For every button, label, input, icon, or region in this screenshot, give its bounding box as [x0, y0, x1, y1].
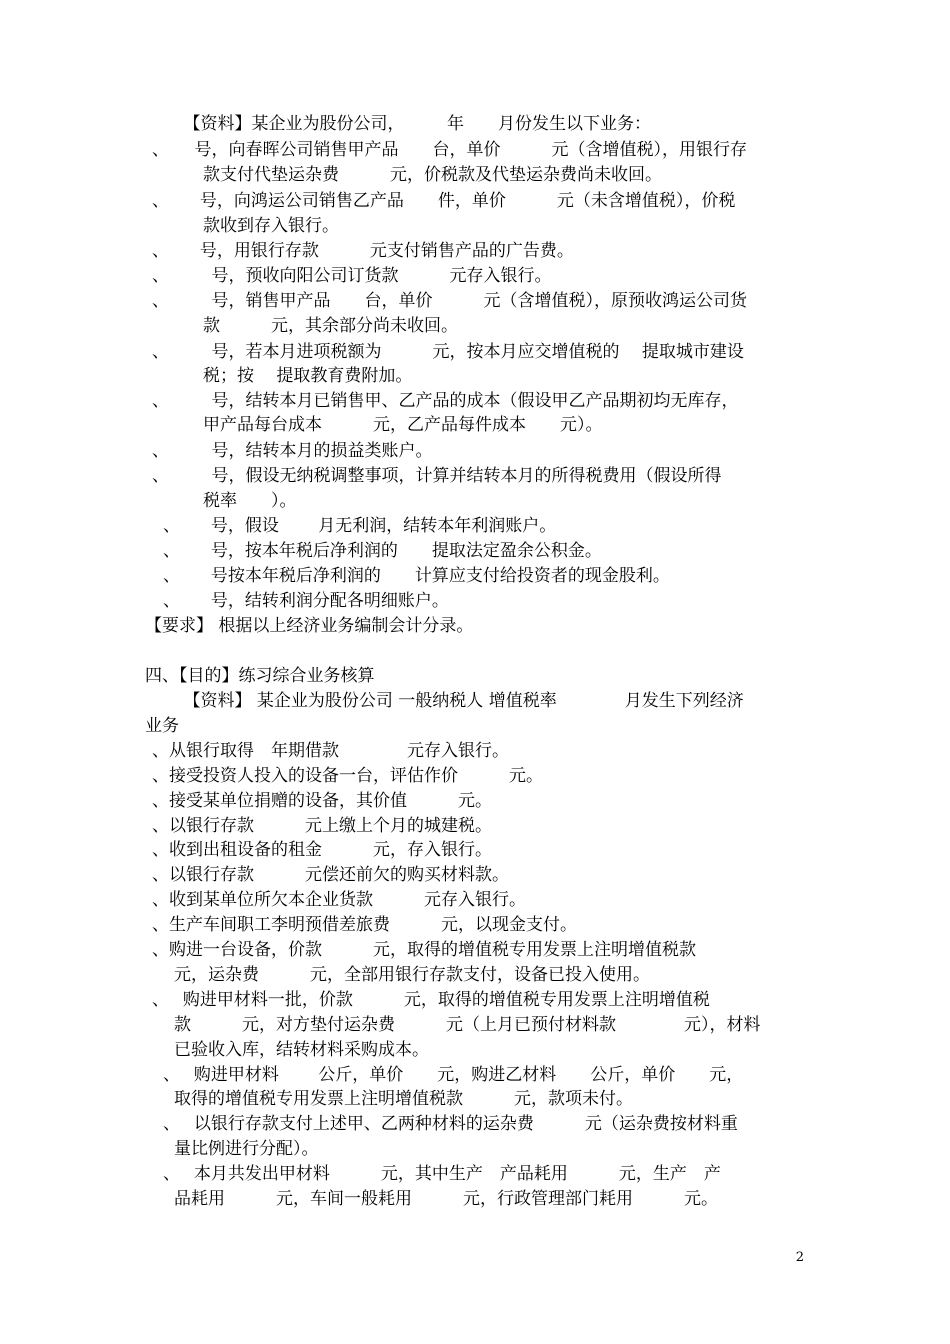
list-item: 、生产车间职工李明预借差旅费 元，以现金支付。: [152, 915, 577, 935]
list-item: 、接受投资人投入的设备一台，评估作价 元。: [152, 766, 543, 786]
list-item: 、接受某单位捐赠的设备，其价值 元。: [152, 791, 492, 811]
list-item: 、 号，用银行存款 元支付销售产品的广告费。: [152, 241, 574, 261]
list-item: 、 号，按本年税后净利润的 提取法定盈余公积金。: [163, 541, 602, 561]
section-title: 四、【目的】练习综合业务核算: [145, 666, 375, 686]
list-item: 、 购进甲材料一批，价款 元，取得的增值税专用发票上注明增值税: [152, 990, 710, 1010]
list-item: 、以银行存款 元上缴上个月的城建税。: [152, 816, 492, 836]
list-item: 、 购进甲材料 公斤，单价 元，购进乙材料 公斤，单价 元，: [163, 1065, 744, 1085]
list-item: 、 号，向春晖公司销售甲产品 台，单价 元（含增值税），用银行存: [152, 140, 747, 160]
list-item: 、 号，结转本月已销售甲、乙产品的成本（假设甲乙产品期初均无库存，: [152, 391, 739, 411]
material-heading: 【资料】 某企业为股份公司 一般纳税人 增值税率 月发生下列经济: [175, 691, 744, 711]
list-item-continuation: 品耗用 元，车间一般耗用 元，行政管理部门耗用 元。: [174, 1189, 718, 1209]
list-item-continuation: 甲产品每台成本 元，乙产品每件成本 元）。: [203, 415, 603, 435]
list-item: 、 号，销售甲产品 台，单价 元（含增值税），原预收鸿运公司货: [152, 291, 747, 311]
list-item-continuation: 税；按 提取教育费附加。: [203, 366, 413, 386]
list-item: 、从银行取得 年期借款 元存入银行。: [152, 741, 509, 761]
list-item: 、收到出租设备的租金 元，存入银行。: [152, 840, 492, 860]
page-number: 2: [795, 1250, 804, 1265]
list-item: 、以银行存款 元偿还前欠的购买材料款。: [152, 865, 509, 885]
material-continuation: 业务: [145, 716, 179, 736]
list-item: 、收到某单位所欠本企业货款 元存入银行。: [152, 890, 526, 910]
list-item-continuation: 税率 ）。: [203, 491, 297, 511]
list-item: 、 本月共发出甲材料 元，其中生产 产品耗用 元，生产 产: [163, 1164, 721, 1184]
list-item: 、 以银行存款支付上述甲、乙两种材料的运杂费 元（运杂费按材料重: [163, 1114, 738, 1134]
list-item: 、购进一台设备，价款 元，取得的增值税专用发票上注明增值税款: [152, 940, 696, 960]
list-item-continuation: 量比例进行分配）。: [174, 1139, 319, 1159]
requirement-text: 【要求】 根据以上经济业务编制会计分录。: [145, 616, 474, 636]
list-item: 、 号，若本月进项税额为 元，按本月应交增值税的 提取城市建设: [152, 342, 744, 362]
list-item-continuation: 款 元，其余部分尚未收回。: [203, 316, 458, 336]
list-item: 、 号，假设无纳税调整事项，计算并结转本月的所得税费用（假设所得: [152, 466, 722, 486]
list-item-continuation: 元，运杂费 元，全部用银行存款支付，设备已投入使用。: [174, 965, 650, 985]
list-item: 、 号，结转利润分配各明细账户。: [163, 591, 449, 611]
list-item-continuation: 款 元，对方垫付运杂费 元（上月已预付材料款 元），材料: [174, 1015, 761, 1035]
list-item-continuation: 取得的增值税专用发票上注明增值税款 元，款项未付。: [174, 1089, 633, 1109]
list-item: 、 号，结转本月的损益类账户。: [152, 441, 433, 461]
list-item: 、 号，假设 月无利润，结转本年利润账户。: [163, 516, 557, 536]
list-item-continuation: 款收到存入银行。: [203, 216, 339, 236]
list-item-continuation: 已验收入库，结转材料采购成本。: [174, 1040, 429, 1060]
list-item-continuation: 款支付代垫运杂费 元，价税款及代垫运杂费尚未收回。: [203, 165, 662, 185]
list-item: 、 号，预收向阳公司订货款 元存入银行。: [152, 266, 552, 286]
list-item: 、 号按本年税后净利润的 计算应支付给投资者的现金股利。: [163, 566, 670, 586]
list-item: 、 号，向鸿运公司销售乙产品 件，单价 元（未含增值税），价税: [152, 191, 736, 211]
material-heading: 【资料】某企业为股份公司， 年 月份发生以下业务：: [175, 114, 651, 134]
